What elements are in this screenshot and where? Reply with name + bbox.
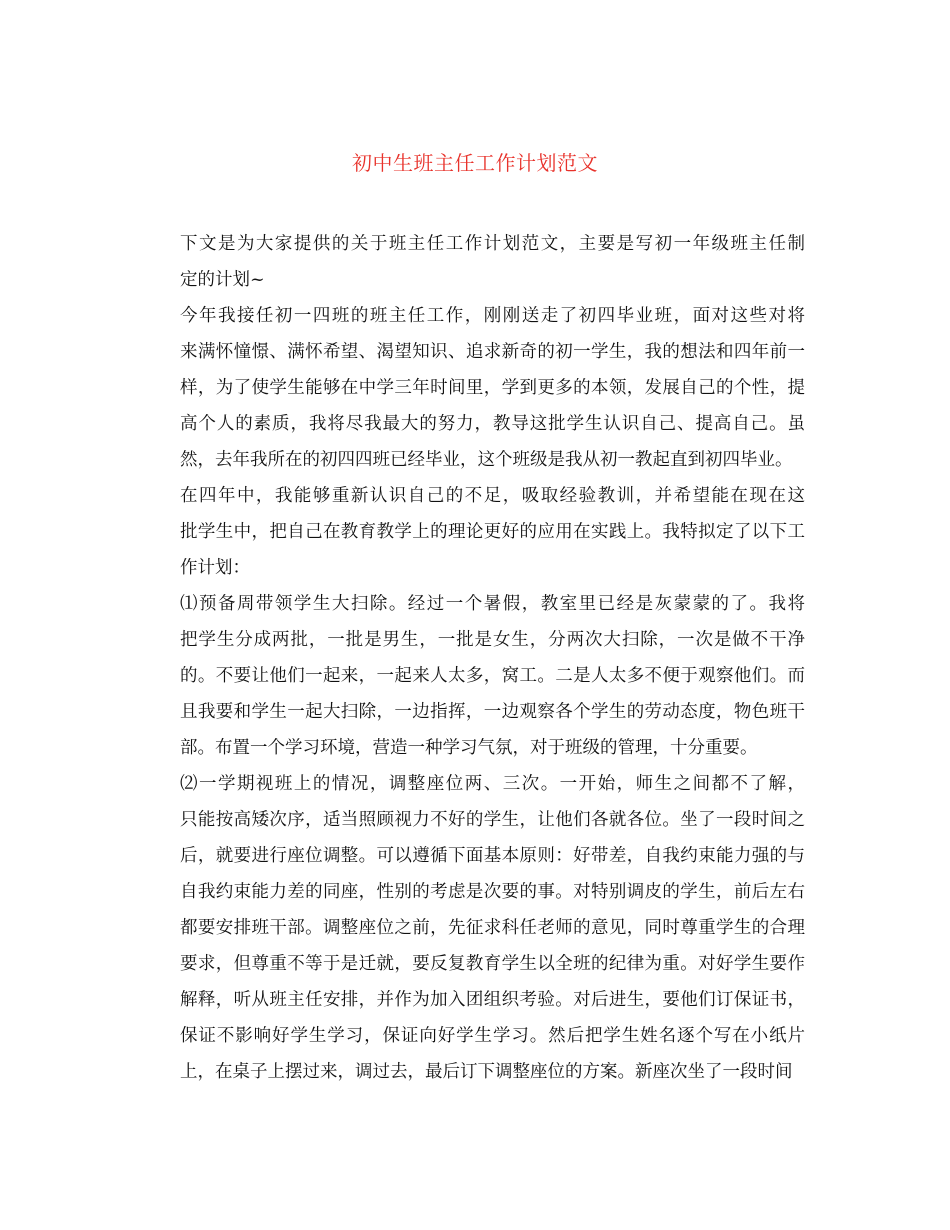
paragraph-line: 部。布置一个学习环境，营造一种学习气氛，对于班级的管理，十分重要。 [180, 738, 758, 758]
paragraph [145, 226, 805, 298]
paragraph-line: ⑴预备周带领学生大扫除。经过一个暑假，教室里已经是灰蒙蒙的了。我将 [180, 594, 805, 614]
paragraph [145, 298, 805, 478]
paragraph-line: 定的计划~ [180, 270, 265, 290]
paragraph-line: 然，去年我所在的初四四班已经毕业，这个班级是我从初一教起直到初四毕业。 [180, 450, 793, 470]
paragraph-line: 今年我接任初一四班的班主任工作，刚刚送走了初四毕业班，面对这些对将 [180, 306, 805, 326]
paragraph-line: 高个人的素质，我将尽我最大的努力，教导这批学生认识自己、提高自己。虽 [180, 414, 805, 434]
document-title: 初中生班主任工作计划范文 [352, 151, 598, 175]
paragraph-line: 来满怀憧憬、满怀希望、渴望知识、追求新奇的初一学生，我的想法和四年前一 [180, 342, 805, 362]
paragraph-line: 在四年中，我能够重新认识自己的不足，吸取经验教训，并希望能在现在这 [180, 486, 805, 506]
paragraph-line: 上，在桌子上摆过来，调过去，最后订下调整座位的方案。新座次坐了一段时间 [180, 1062, 793, 1082]
paragraph-line: 只能按高矮次序，适当照顾视力不好的学生，让他们各就各位。坐了一段时间之 [180, 810, 805, 830]
paragraph-line: 解释，听从班主任安排，并作为加入团组织考验。对后进生，要他们订保证书， [180, 990, 805, 1010]
paragraph-line: 作计划： [180, 558, 250, 578]
paragraph-line: 下文是为大家提供的关于班主任工作计划范文，主要是写初一年级班主任制 [180, 234, 805, 254]
paragraph-line: ⑵一学期视班上的情况，调整座位两、三次。一开始，师生之间都不了解， [180, 774, 805, 794]
paragraph-line: 且我要和学生一起大扫除，一边指挥，一边观察各个学生的劳动态度，物色班干 [180, 702, 805, 722]
paragraph-line: 样，为了使学生能够在中学三年时间里，学到更多的本领，发展自己的个性，提 [180, 378, 805, 398]
paragraph-line: 的。不要让他们一起来，一起来人太多，窝工。二是人太多不便于观察他们。而 [180, 666, 805, 686]
paragraph-line: 批学生中，把自己在教育教学上的理论更好的应用在实践上。我特拟定了以下工 [180, 522, 805, 542]
paragraph [145, 586, 805, 766]
paragraph [145, 478, 805, 586]
paragraph-line: 要求，但尊重不等于是迁就，要反复教育学生以全班的纪律为重。对好学生要作 [180, 954, 805, 974]
paragraph-line: 自我约束能力差的同座，性别的考虑是次要的事。对特别调皮的学生，前后左右 [180, 882, 805, 902]
paragraph [145, 766, 805, 1090]
document-body [145, 226, 805, 1090]
paragraph-line: 保证不影响好学生学习，保证向好学生学习。然后把学生姓名逐个写在小纸片 [180, 1026, 805, 1046]
paragraph-line: 后，就要进行座位调整。可以遵循下面基本原则：好带差，自我约束能力强的与 [180, 846, 805, 866]
paragraph-line: 把学生分成两批，一批是男生，一批是女生，分两次大扫除，一次是做不干净 [180, 630, 805, 650]
paragraph-line: 都要安排班干部。调整座位之前，先征求科任老师的意见，同时尊重学生的合理 [180, 918, 805, 938]
